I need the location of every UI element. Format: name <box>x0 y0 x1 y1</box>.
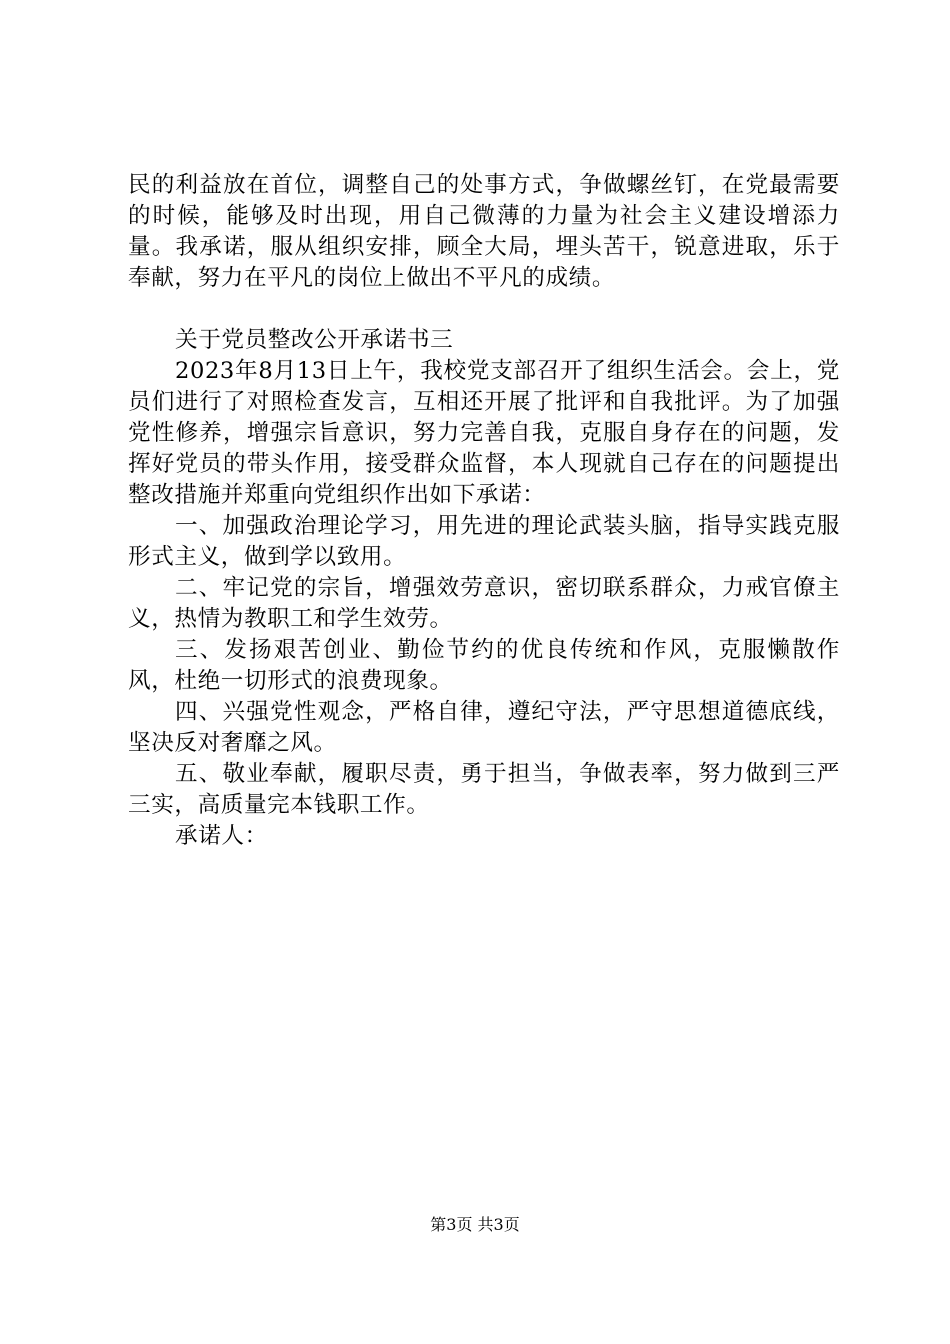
commitment-item-2: 二、牢记党的宗旨，增强效劳意识，密切联系群众，力戒官僚主义，热情为教职工和学生效劳。 <box>128 575 840 632</box>
commitment-item-3: 三、发扬艰苦创业、勤俭节约的优良传统和作风，克服懒散作风，杜绝一切形式的浪费现象。 <box>128 637 840 694</box>
commitment-item-4: 四、兴强党性观念，严格自律，遵纪守法，严守思想道德底线，坚决反对奢靡之风。 <box>128 699 840 756</box>
document-body <box>128 170 840 852</box>
paragraph-gap <box>128 294 840 325</box>
commitment-item-5: 五、敬业奉献，履职尽责，勇于担当，争做表率，努力做到三严三实，高质量完本钱职工作。 <box>128 761 840 818</box>
signature-line: 承诺人： <box>175 823 268 849</box>
intro-paragraph: 2023年8月13日上午，我校党支部召开了组织生活会。会上，党员们进行了对照检查发言，互相还开展了批评和自我批评。为了加强党性修养，增强宗旨意识，努力完善自我，克服自身存在的问题，发挥好党员的带头作用，接受群众监督，本人现就自己存在的问题提出整改措施并郑重向党组织作出如下承诺： <box>128 358 840 508</box>
paragraph-continued: 民的利益放在首位，调整自己的处事方式，争做螺丝钉，在党最需要的时候，能够及时出现，用自己微薄的力量为社会主义建设增添力量。我承诺，服从组织安排，顾全大局，埋头苦干，锐意进取，乐于奉献，努力在平凡的岗位上做出不平凡的成绩。 <box>128 172 840 291</box>
commitment-item-1: 一、加强政治理论学习，用先进的理论武装头脑，指导实践克服形式主义，做到学以致用。 <box>128 513 840 570</box>
section-title: 关于党员整改公开承诺书三 <box>175 327 454 353</box>
page-footer: 第3页 共3页 <box>430 1215 520 1234</box>
